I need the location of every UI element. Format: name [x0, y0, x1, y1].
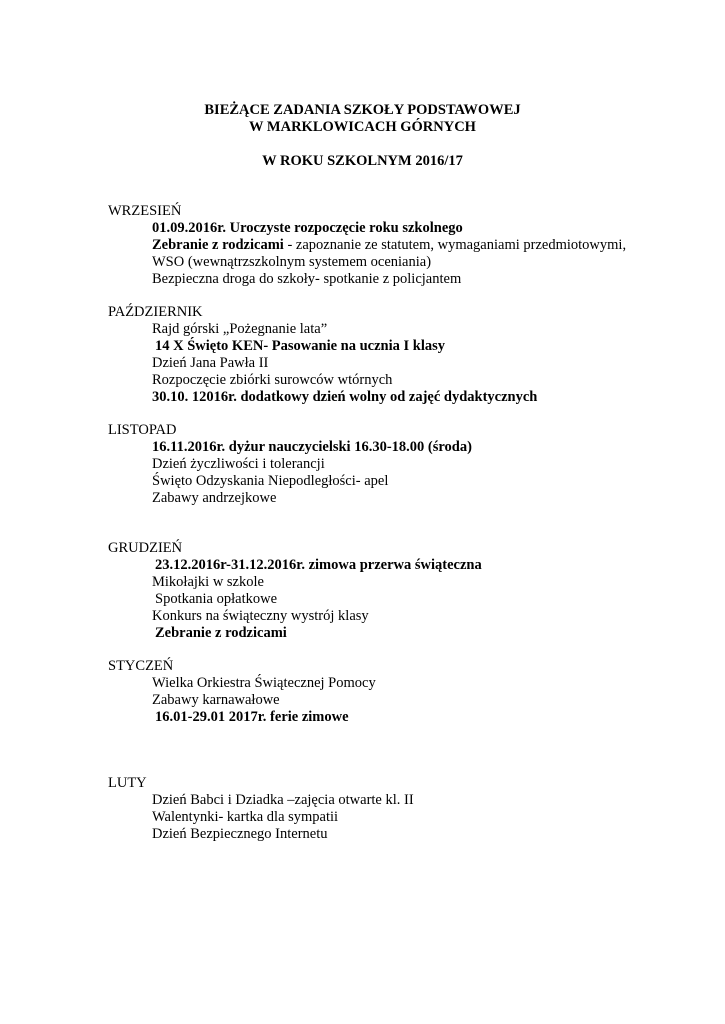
event-item-bold: Zebranie z rodzicami	[152, 237, 284, 253]
event-item: Rozpoczęcie zbiórki surowców wtórnych	[152, 372, 393, 388]
month-heading-pazdziernik: PAŹDZIERNIK	[108, 304, 203, 320]
title-school-year: W ROKU SZKOLNYM 2016/17	[262, 153, 463, 169]
event-item: 14 X Święto KEN- Pasowanie na ucznia I klasy	[155, 338, 446, 354]
event-item: Bezpieczna droga do szkoły- spotkanie z policjantem	[152, 271, 462, 287]
month-heading-styczen: STYCZEŃ	[108, 658, 174, 674]
event-item: 16.11.2016r. dyżur nauczycielski 16.30-18.00 (środa)	[152, 439, 472, 455]
event-item: Zebranie z rodzicami	[155, 625, 287, 641]
event-item: Zabawy andrzejkowe	[152, 490, 277, 506]
event-item: Święto Odzyskania Niepodległości- apel	[152, 473, 389, 489]
event-item: Dzień Jana Pawła II	[152, 355, 269, 371]
event-item: Wielka Orkiestra Świątecznej Pomocy	[152, 675, 376, 691]
month-heading-grudzien: GRUDZIEŃ	[108, 540, 183, 556]
event-item: 01.09.2016r. Uroczyste rozpoczęcie roku szkolnego	[152, 220, 463, 236]
event-item: Walentynki- kartka dla sympatii	[152, 809, 339, 825]
event-item: Zabawy karnawałowe	[152, 692, 280, 708]
event-item: Spotkania opłatkowe	[155, 591, 278, 607]
event-item: Rajd górski „Pożegnanie lata”	[152, 321, 328, 337]
month-heading-listopad: LISTOPAD	[108, 422, 177, 438]
event-item: Dzień Babci i Dziadka –zajęcia otwarte kl. II	[152, 792, 414, 808]
title-line-1: BIEŻĄCE ZADANIA SZKOŁY PODSTAWOWEJ	[204, 102, 521, 118]
event-item: Dzień życzliwości i tolerancji	[152, 456, 325, 472]
event-item-rest: - zapoznanie ze statutem, wymaganiami przedmiotowymi,	[283, 237, 627, 253]
event-item: 16.01-29.01 2017r. ferie zimowe	[155, 709, 349, 725]
month-heading-wrzesien: WRZESIEŃ	[108, 203, 182, 219]
event-item: 23.12.2016r-31.12.2016r. zimowa przerwa świąteczna	[155, 557, 482, 573]
event-item: Konkurs na świąteczny wystrój klasy	[152, 608, 369, 624]
event-item: 30.10. 12016r. dodatkowy dzień wolny od zajęć dydaktycznych	[152, 389, 538, 405]
event-item: Dzień Bezpiecznego Internetu	[152, 826, 328, 842]
event-item: WSO (wewnątrzszkolnym systemem oceniania)	[152, 254, 432, 270]
title-line-2: W MARKLOWICACH GÓRNYCH	[249, 119, 476, 135]
event-item: Mikołajki w szkole	[152, 574, 264, 590]
month-heading-luty: LUTY	[108, 775, 147, 791]
event-item	[152, 237, 626, 254]
